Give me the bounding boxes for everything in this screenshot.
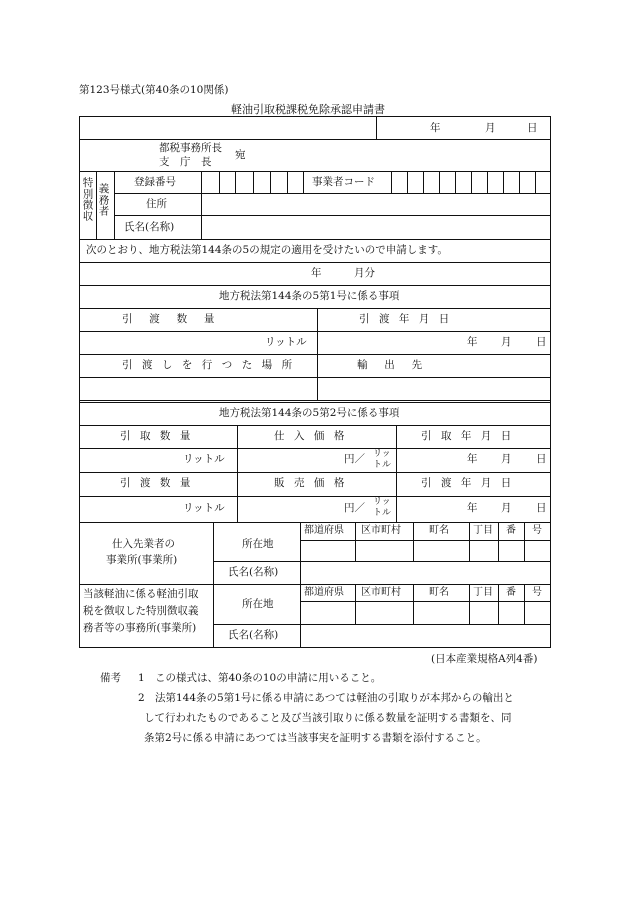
branch-chief-label: 支 庁 長 <box>159 156 212 168</box>
row-line <box>80 496 550 497</box>
obligor-divider-2 <box>114 171 115 239</box>
supplier-name-label: 氏名(名称) <box>228 566 279 578</box>
delivery-month[interactable]: 月 <box>501 502 512 514</box>
obligor-name-label: 氏名(名称) <box>124 221 175 233</box>
business-code-label: 事業者コード <box>312 176 375 188</box>
collector-label-line2: 税を徴収した特別徴収義 <box>83 605 199 617</box>
date-year[interactable]: 年 <box>430 122 441 134</box>
row-line <box>80 584 550 585</box>
remark-2-line3: 条第2号に係る申請にあつては当該事実を証明する書類を添付すること。 <box>144 732 487 744</box>
sale-price-label: 販売価格 <box>274 477 354 489</box>
addr-col-line <box>413 522 414 561</box>
code-cell-line <box>471 171 472 193</box>
receipt-date-label: 引取年月日 <box>421 430 521 442</box>
collector-label-line1: 当該軽油に係る軽油引取 <box>83 588 199 600</box>
supplier-location-label: 所在地 <box>242 538 274 550</box>
delivery-place-label: 引渡しを行つた場所 <box>122 359 302 371</box>
collector-name-label: 氏名(名称) <box>228 629 279 641</box>
address-divider <box>201 193 202 239</box>
section2-divider-2 <box>396 425 397 522</box>
collector-addr-town: 町名 <box>429 587 449 598</box>
addr-header-line <box>300 601 550 602</box>
row-line <box>80 522 550 523</box>
addr-col-line <box>355 522 356 561</box>
form-title: 軽油引取税課税免除承認申請書 <box>231 103 385 116</box>
remark-1-number: 1 <box>138 672 145 684</box>
collector-label-line3: 務者等の事務所(事業所) <box>83 622 197 634</box>
addr-col-line <box>524 522 525 561</box>
delivery-unit-liter: リットル <box>183 502 225 514</box>
section1-heading: 地方税法第144条の5第1号に係る事項 <box>219 290 400 302</box>
code-cell-line <box>519 171 520 193</box>
section2-divider-1 <box>237 425 238 522</box>
row-line <box>213 624 550 625</box>
registration-divider <box>201 171 202 193</box>
delivery-date-label: 引渡年月日 <box>421 477 521 489</box>
receipt-qty-label: 引取数量 <box>120 430 200 442</box>
collector-addr-chome: 丁目 <box>473 587 493 598</box>
form-number: 第123号様式(第40条の10関係) <box>79 84 229 96</box>
remark-2-line2: して行われたものであること及び当該引取りに係る数量を証明する書類を、同 <box>144 712 512 724</box>
address-label: 住所 <box>146 198 167 210</box>
supplier-addr-prefecture: 都道府県 <box>304 525 344 536</box>
supplier-addr-chome: 丁目 <box>473 525 493 536</box>
code-cell-line <box>487 171 488 193</box>
addr-col-line <box>355 584 356 624</box>
receipt-unit-liter: リットル <box>183 453 225 465</box>
remark-2-cont <box>100 728 560 748</box>
code-cell-line <box>535 171 536 193</box>
purchase-liter-bottom: トル <box>373 460 392 470</box>
section1-unit-liter: リットル <box>265 336 307 348</box>
reg-cell-line <box>235 171 236 193</box>
remark-2 <box>100 688 560 708</box>
remark-1-text: この様式は、第40条の10の申請に用いること。 <box>155 672 382 684</box>
honorific-label: 宛 <box>235 149 246 161</box>
row-line-double <box>80 400 550 401</box>
paper-size-note: (日本産業規格A列4番) <box>431 653 538 665</box>
date-divider <box>376 117 377 139</box>
row-line <box>80 448 550 449</box>
purchase-liter-top: リッ <box>373 449 391 459</box>
section1-year[interactable]: 年 <box>467 336 478 348</box>
application-text: 次のとおり、地方税法第144条の5の規定の適用を受けたいので申請します。 <box>86 244 448 256</box>
section1-month[interactable]: 月 <box>501 336 512 348</box>
collector-location-label: 所在地 <box>242 598 274 610</box>
delivery-day[interactable]: 日 <box>536 502 547 514</box>
collector-addr-ban: 番 <box>506 587 516 598</box>
period-year[interactable]: 年 <box>311 267 322 279</box>
row-line <box>80 377 550 378</box>
addr-col-line <box>469 522 470 561</box>
supplier-label-line2: 事業所(事業所) <box>106 554 178 566</box>
remarks <box>100 668 560 748</box>
delivery-qty-label: 引渡数量 <box>120 477 200 489</box>
code-cell-line <box>423 171 424 193</box>
collector-location-divider <box>300 584 301 647</box>
collector-addr-city: 区市町村 <box>361 587 401 598</box>
section2-heading: 地方税法第144条の5第2号に係る事項 <box>219 407 400 419</box>
supplier-addr-town: 町名 <box>429 525 449 536</box>
supplier-addr-go: 号 <box>532 525 542 536</box>
office-chief-label: 都税事務所長 <box>159 142 222 154</box>
delivery-year[interactable]: 年 <box>467 502 478 514</box>
supplier-addr-ban: 番 <box>506 525 516 536</box>
row-line <box>80 425 550 426</box>
section1-day[interactable]: 日 <box>536 336 547 348</box>
addr-col-line <box>498 584 499 624</box>
supplier-location-divider <box>300 522 301 584</box>
special-collection-label: 特別徴収 <box>81 177 94 222</box>
application-form <box>79 116 551 648</box>
period-month[interactable]: 月分 <box>354 267 375 279</box>
code-cell-line <box>391 171 392 193</box>
addr-col-line <box>469 584 470 624</box>
date-month[interactable]: 月 <box>485 122 496 134</box>
row-line <box>80 472 550 473</box>
addr-header-line <box>300 540 550 541</box>
export-destination-label: 輸出先 <box>357 359 439 371</box>
receipt-year[interactable]: 年 <box>467 453 478 465</box>
row-line <box>80 331 550 332</box>
section1-qty-label: 引渡数量 <box>122 313 232 325</box>
row-line-double <box>80 402 550 403</box>
code-cell-line <box>503 171 504 193</box>
code-cell-line <box>439 171 440 193</box>
section1-date-label: 引渡年月日 <box>359 313 459 325</box>
addr-col-line <box>498 522 499 561</box>
reg-cell-line <box>253 171 254 193</box>
row-line <box>80 239 550 240</box>
receipt-month[interactable]: 月 <box>501 453 512 465</box>
sale-liter-bottom: トル <box>373 508 392 518</box>
addr-col-line <box>524 584 525 624</box>
obligor-divider-1 <box>96 171 97 239</box>
row-line <box>213 561 550 562</box>
receipt-day[interactable]: 日 <box>536 453 547 465</box>
supplier-divider <box>213 522 214 584</box>
row-line <box>80 171 550 172</box>
registration-number-label: 登録番号 <box>134 176 176 188</box>
reg-cell-line <box>219 171 220 193</box>
collector-divider <box>213 584 214 647</box>
supplier-label-line1: 仕入先業者の <box>112 538 175 550</box>
row-line <box>114 193 550 194</box>
remark-2-cont <box>100 708 560 728</box>
purchase-price-label: 仕入価格 <box>274 430 354 442</box>
supplier-addr-city: 区市町村 <box>361 525 401 536</box>
reg-cell-line <box>303 171 304 193</box>
collector-addr-go: 号 <box>532 587 542 598</box>
code-cell-line <box>455 171 456 193</box>
purchase-yen-per: 円／ <box>344 453 365 465</box>
addr-col-line <box>413 584 414 624</box>
reg-cell-line <box>287 171 288 193</box>
sale-yen-per: 円／ <box>344 502 365 514</box>
row-line <box>80 354 550 355</box>
remark-2-line1: 法第144条の5第1号に係る申請にあつては軽油の引取りが本邦からの輸出と <box>155 692 514 704</box>
reg-cell-line <box>270 171 271 193</box>
remarks-label: 備考 <box>100 672 121 684</box>
obligor-label: 義務者 <box>97 183 110 217</box>
row-line <box>80 139 550 140</box>
row-line <box>80 308 550 309</box>
code-cell-line <box>407 171 408 193</box>
remark-2-number: 2 <box>138 692 145 704</box>
row-line <box>114 215 550 216</box>
row-line <box>80 285 550 286</box>
sale-liter-top: リッ <box>373 497 391 507</box>
collector-addr-prefecture: 都道府県 <box>304 587 344 598</box>
row-line <box>80 262 550 263</box>
date-day[interactable]: 日 <box>527 122 538 134</box>
remark-1 <box>100 668 560 688</box>
